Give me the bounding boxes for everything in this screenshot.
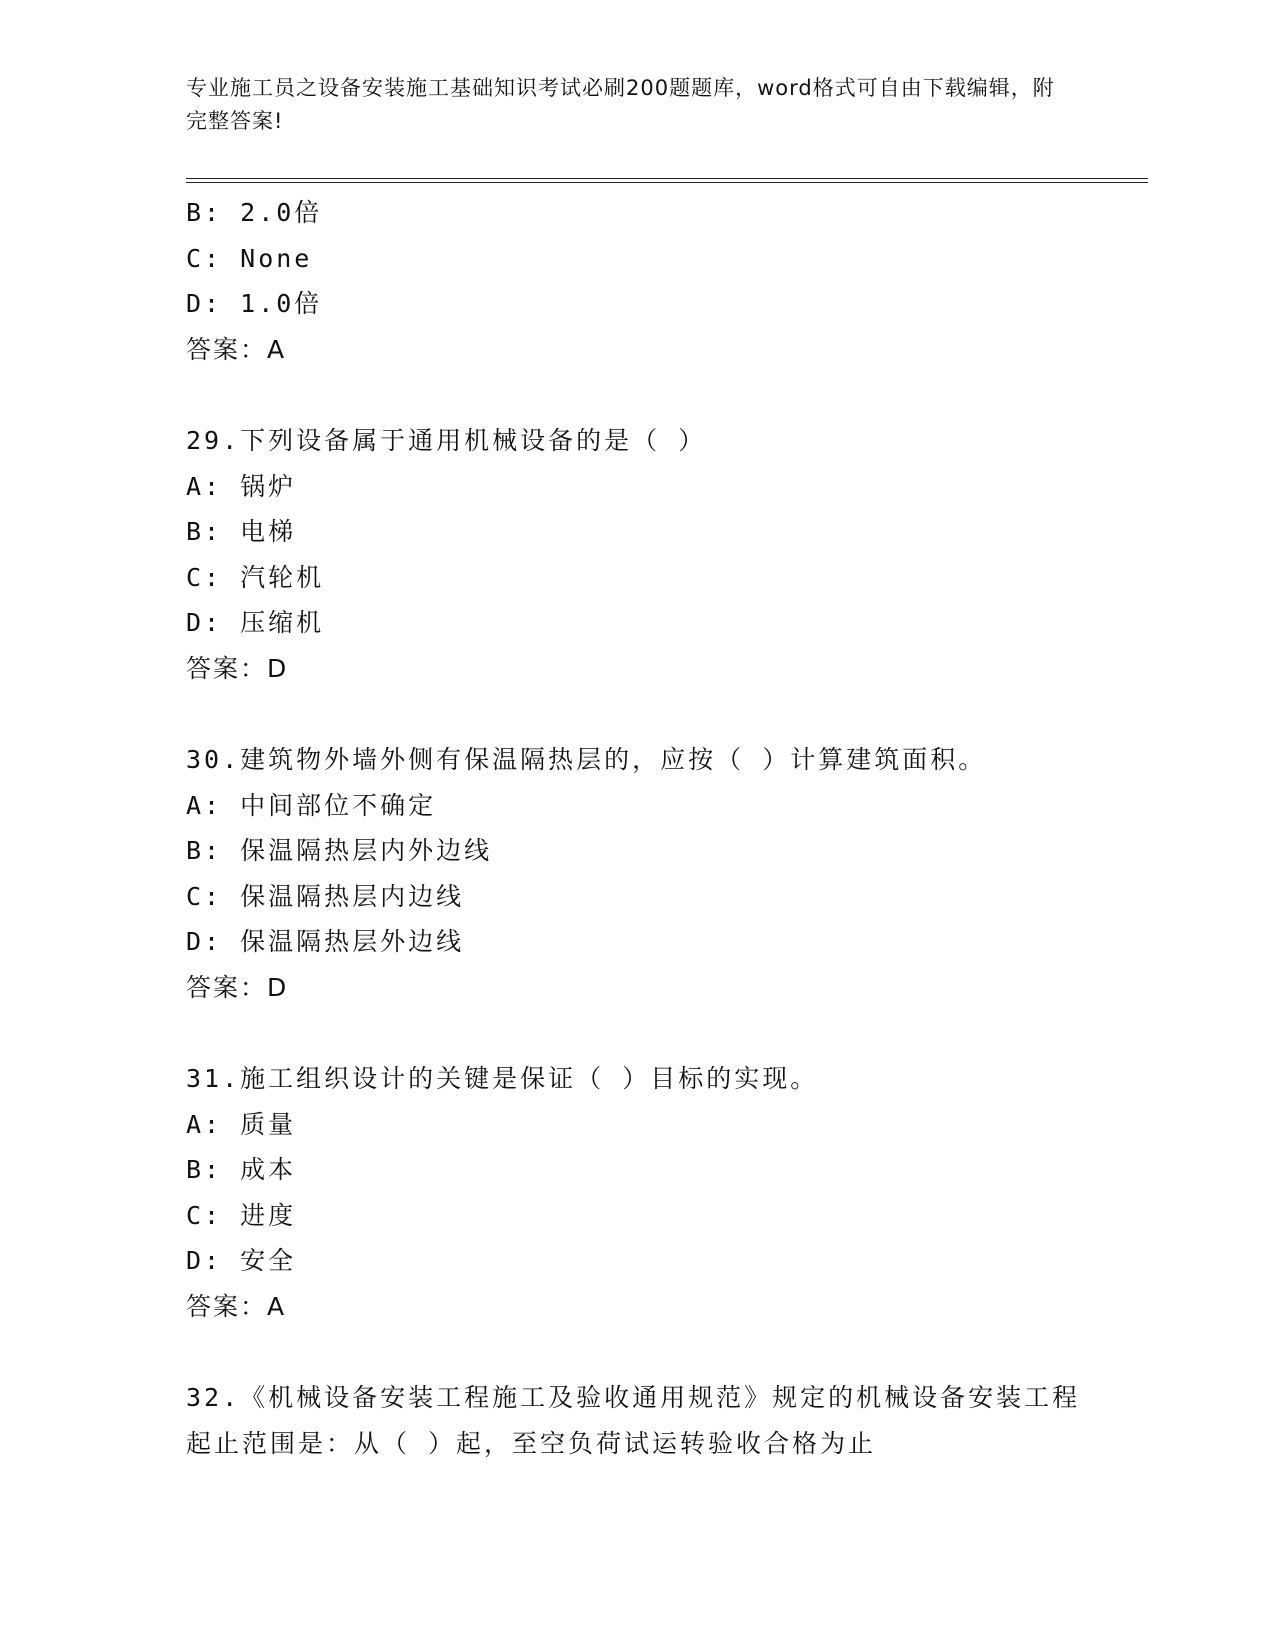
- answer-line: 答案：D: [186, 653, 289, 683]
- question-stem: 31.施工组织设计的关键是保证（ ）目标的实现。: [186, 1064, 819, 1093]
- option-b: B: 电梯: [186, 517, 297, 546]
- option-a: A: 中间部位不确定: [186, 790, 437, 820]
- answer-line: 答案：A: [186, 1291, 287, 1321]
- answer-line: 答案：D: [186, 972, 289, 1002]
- question-31: [186, 1056, 1086, 1329]
- option-d: D: 压缩机: [186, 608, 325, 637]
- spacer: [186, 1010, 1086, 1056]
- document-header: [186, 72, 1076, 138]
- question-30: [186, 737, 1086, 1010]
- option-b: B: 2.0倍: [186, 198, 323, 227]
- option-b: B: 保温隔热层内外边线: [186, 836, 493, 865]
- question-32: [186, 1375, 1086, 1467]
- question-stem: 30.建筑物外墙外侧有保温隔热层的，应按（ ）计算建筑面积。: [186, 745, 987, 774]
- header-divider: [186, 178, 1148, 183]
- option-a: A: 锅炉: [186, 471, 297, 501]
- option-c: C: 保温隔热层内边线: [186, 881, 465, 911]
- option-d: D: 安全: [186, 1246, 297, 1275]
- question-stem: 32.《机械设备安装工程施工及验收通用规范》规定的机械设备安装工程起止范围是：从（ ）起，至空负荷试运转验收合格为止: [186, 1383, 1081, 1458]
- answer-line: 答案：A: [186, 334, 287, 364]
- spacer: [186, 691, 1086, 737]
- spacer: [186, 372, 1086, 418]
- spacer: [186, 1329, 1086, 1375]
- option-b: B: 成本: [186, 1155, 297, 1184]
- option-d: D: 保温隔热层外边线: [186, 927, 465, 956]
- option-d: D: 1.0倍: [186, 289, 323, 318]
- question-29: [186, 418, 1086, 691]
- option-c: C: None: [186, 243, 313, 273]
- document-title: 专业施工员之设备安装施工基础知识考试必刷200题题库，word格式可自由下载编辑，附完整答案!: [186, 76, 1055, 133]
- question-content: [186, 190, 1086, 1467]
- option-a: A: 质量: [186, 1109, 297, 1139]
- option-c: C: 汽轮机: [186, 562, 325, 592]
- question-28-continuation: [186, 190, 1086, 372]
- question-stem: 29.下列设备属于通用机械设备的是（ ）: [186, 426, 707, 455]
- option-c: C: 进度: [186, 1200, 297, 1230]
